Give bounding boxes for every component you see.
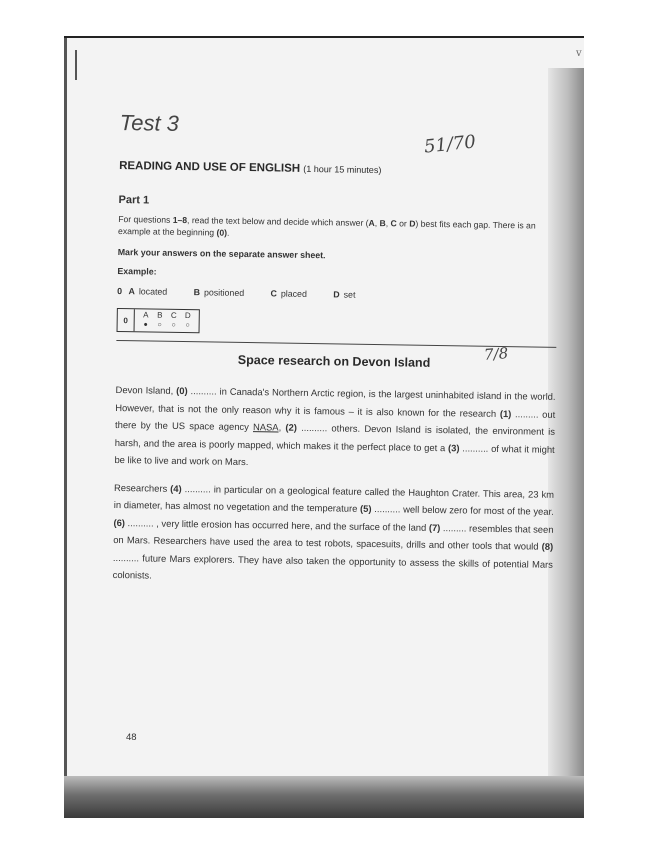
nasa-underlined: NASA (253, 421, 279, 433)
passage-title: Space research on Devon Island (237, 352, 431, 370)
example-options (117, 286, 553, 303)
passage-paragraph-1: Devon Island, (0) .......... in Canada's Northern Arctic region, is the largest uninhabited island in the world. However, that is not the only reason why it is famous – it is also known for the research (1) ......... out there by the US space agency NASA, (2) .......... others. Devon Island is isolated, the environment is harsh, and the area is poorly mapped, which makes it the perfect place to get a (3) .......... of what it might be like to live and work on Mars. (114, 383, 556, 468)
photo-left-edge (64, 38, 67, 818)
instructions: For questions 1–8, read the text below and decide which answer (A, B, C or D) best fits each gap. There is an example at the beginning (0). (118, 213, 536, 238)
section-title: READING AND USE OF ENGLISH (119, 159, 301, 175)
answer-bubble-empty-icon: ○ (185, 322, 190, 330)
example-option-d: D set (333, 289, 356, 300)
section-heading (119, 160, 555, 179)
page-number: 48 (126, 732, 137, 743)
answer-cell-a: A ● (143, 310, 149, 329)
answer-cell-b: B ○ (157, 310, 163, 329)
example-option-a: A located (128, 286, 168, 297)
page-shadow-bottom (64, 776, 584, 818)
example-option-c: C placed (270, 288, 307, 299)
handwritten-part-score: 7/8 (483, 344, 509, 364)
example-option-b: B positioned (193, 287, 245, 298)
example-answer-box (117, 308, 200, 333)
handwritten-total-score: 51/70 (423, 131, 477, 158)
mark-answers-instruction: Mark your answers on the separate answer sheet. (117, 246, 326, 261)
answer-bubble-empty-icon: ○ (157, 321, 162, 329)
part-heading: Part 1 (118, 193, 150, 207)
answer-bubble-empty-icon: ○ (171, 321, 176, 329)
section-duration: (1 hour 15 minutes) (303, 163, 382, 176)
answer-box-number: 0 (118, 309, 135, 331)
passage-paragraph-2: Researchers (4) .......... in particular on a geological feature called the Haughton Crater. This area, 23 km in diameter, has almost no vegetation and the temperature (5) .......... well below zero for most of the year. (6) .......... , very little erosion has occurred here, and the surface of the land (7) ......... resembles that seen on Mars. Researchers have used the area to test robots, spacesuits, drills and other tools that would (8) .......... future Mars explorers. They have also taken the opportunity to assess the skills of potential Mars colonists. (112, 481, 555, 581)
answer-cell-c: C ○ (170, 310, 177, 329)
test-title: Test 3 (119, 110, 180, 136)
photographed-page (64, 36, 584, 818)
example-number: 0 (117, 285, 123, 297)
corner-mark: v (576, 48, 582, 59)
answer-bubble-filled-icon: ● (143, 321, 148, 329)
example-label: Example: (117, 265, 157, 277)
answer-cell-d: D ○ (184, 311, 191, 330)
margin-mark (75, 50, 77, 80)
